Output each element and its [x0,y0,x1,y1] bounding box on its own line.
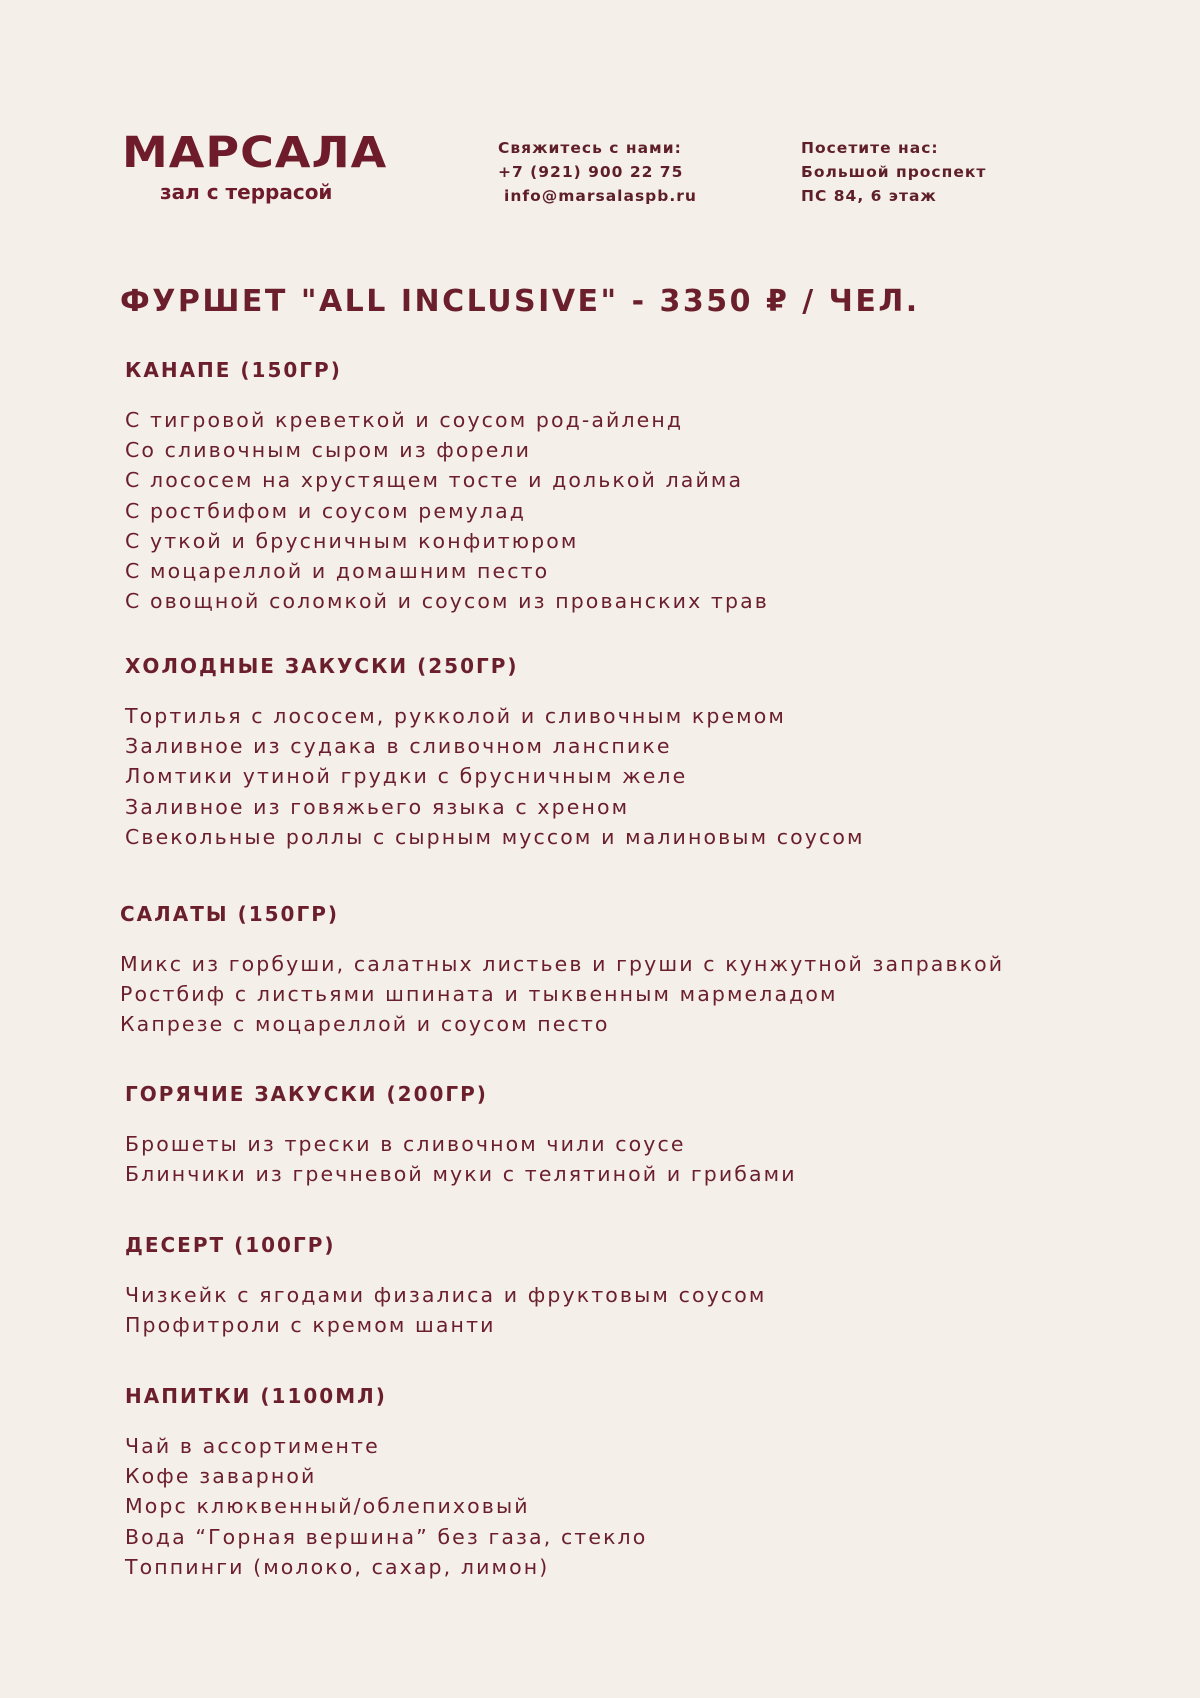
menu-item: Чизкейк с ягодами физалиса и фруктовым соусом [125,1283,767,1307]
address-heading: Посетите нас: [801,139,939,157]
menu-item: Свекольные роллы с сырным муссом и малиновым соусом [125,824,865,849]
address-line-2: ПС 84, 6 этаж [801,187,937,205]
section-heading: САЛАТЫ (150ГР) [120,902,340,926]
section-heading: КАНАПЕ (150ГР) [125,358,342,382]
section-heading: ХОЛОДНЫЕ ЗАКУСКИ (250ГР) [125,654,519,678]
contact-email: info@marsalaspb.ru [504,187,697,205]
menu-title: ФУРШЕТ "ALL INCLUSIVE" - 3350 ₽ / ЧЕЛ. [120,284,920,319]
contact-heading: Свяжитесь с нами: [498,139,682,157]
logo [122,127,388,204]
section-heading: ДЕСЕРТ (100ГР) [125,1233,336,1257]
menu-item: Ростбиф с листьями шпината и тыквенным мармеладом [120,982,838,1007]
menu-item: Профитроли с кремом шанти [125,1313,496,1338]
section-cold-appetizers [125,651,1125,852]
menu-item: Чай в ассортименте [125,1434,380,1458]
logo-tagline: зал с террасой [160,180,333,204]
menu-item: Топпинги (молоко, сахар, лимон) [125,1554,550,1579]
contact-phone: +7 (921) 900 22 75 [498,163,684,181]
menu-item: С моцареллой и домашним песто [125,559,550,584]
menu-item: Кофе заварной [125,1464,317,1489]
item-list [125,1431,1125,1582]
menu-item: Морс клюквенный/облепиховый [125,1494,530,1519]
section-dessert [125,1230,1125,1340]
address-line-1: Большой проспект [801,163,987,181]
menu-item: Брошеты из трески в сливочном чили соусе [125,1132,686,1156]
menu-item: Ломтики утиной грудки с брусничным желе [125,764,688,789]
menu-item: С овощной соломкой и соусом из прованских трав [125,589,769,614]
section-canapes [125,355,1125,616]
menu-item: С уткой и брусничным конфитюром [125,528,579,553]
item-list [125,701,1125,852]
section-salads [120,899,1120,1040]
section-heading: ГОРЯЧИЕ ЗАКУСКИ (200ГР) [125,1082,488,1106]
section-drinks [125,1381,1125,1582]
menu-item: Блинчики из гречневой муки с телятиной и грибами [125,1162,797,1187]
menu-item: С тигровой креветкой и соусом род-айленд [125,408,684,432]
menu-item: С лососем на хрустящем тосте и долькой лайма [125,468,744,493]
menu-item: Капрезе с моцареллой и соусом песто [120,1012,610,1037]
menu-item: Со сливочным сыром из форели [125,438,532,463]
logo-wordmark: МАРСАЛА [122,127,388,177]
menu-item: Заливное из говяжьего языка с хреном [125,794,630,819]
menu-item: Тортилья с лососем, рукколой и сливочным кремом [125,704,786,728]
address-block [801,136,986,208]
section-hot-appetizers [125,1079,1125,1189]
menu-item: Вода “Горная вершина” без газа, стекло [125,1524,648,1549]
item-list [120,949,1120,1040]
item-list [125,405,1125,616]
item-list [125,1129,1125,1189]
menu-item: Микс из горбуши, салатных листьев и груши с кунжутной заправкой [120,952,1005,976]
item-list [125,1280,1125,1340]
menu-item: С ростбифом и соусом ремулад [125,498,527,523]
menu-item: Заливное из судака в сливочном ланспике [125,734,672,759]
section-heading: НАПИТКИ (1100МЛ) [125,1384,387,1408]
contact-block [498,136,697,208]
